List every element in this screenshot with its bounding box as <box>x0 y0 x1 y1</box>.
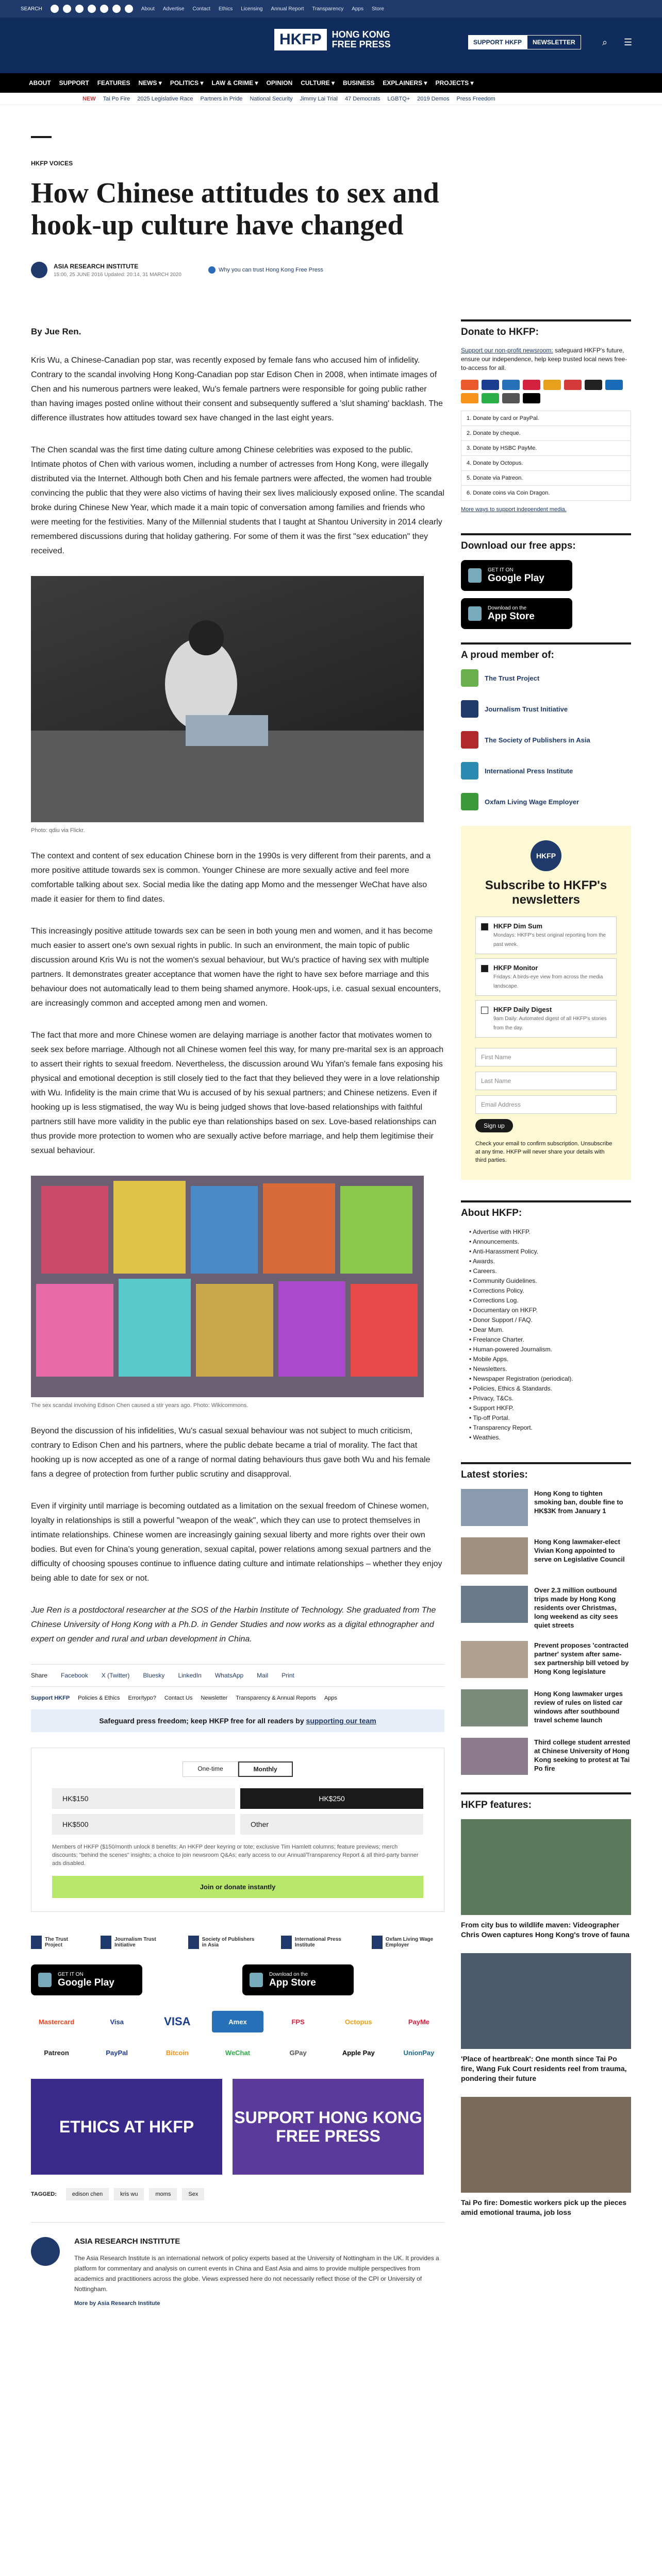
wechat-icon <box>482 393 499 403</box>
about-link[interactable]: • Tip-off Portal. <box>469 1413 631 1423</box>
member-perks: Members of HKFP ($150/month unlock 8 benefits: An HKFP deer keyring or tote; exclusive Tim Hamlett columns; feature previews; merch discounts; "behind the scenes" insights; a choice to join newsroom Q&As; early access to our Annual/Transparency Report & all third-party banner ads disabled. <box>52 1844 419 1867</box>
nav-law-crime[interactable]: LAW & CRIME ▾ <box>211 79 258 87</box>
newsletter-option-dim-sum[interactable]: HKFP Dim Sum Mondays: HKFP's best original reporting from the past week. <box>475 917 617 954</box>
share-bar <box>31 1664 444 1687</box>
donate-option[interactable]: 4. Donate by Octopus. <box>461 455 631 471</box>
support-hkfp-button[interactable]: SUPPORT HKFP <box>468 35 527 49</box>
author-bio: Jue Ren is a postdoctoral researcher at the SOS of the Harbin Institute of Technology. She graduated from The Chinese University of Hong Kong with a Ph.D. in Gender Studies and now works as a digital ethnographer and expert on gender and rural and urban development in China. <box>31 1606 436 1643</box>
about-link[interactable]: • Corrections Policy. <box>469 1286 631 1296</box>
site-logo[interactable]: HKFP HONG KONG FREE PRESS <box>274 29 391 50</box>
trending-link[interactable]: Tai Po Fire <box>103 95 130 102</box>
share-facebook[interactable]: Facebook <box>61 1672 88 1679</box>
amex-icon[interactable]: Amex <box>212 2011 263 2032</box>
one-time-tab[interactable]: One-time <box>183 1761 238 1777</box>
trending-bar <box>0 93 662 105</box>
latest-story[interactable]: Hong Kong to tighten smoking ban, double fine to HK$3K from January 1 <box>461 1489 631 1526</box>
about-links <box>461 1227 631 1443</box>
about-link[interactable]: • Support HKFP. <box>469 1403 631 1413</box>
trending-link[interactable]: National Security <box>250 95 293 102</box>
topbar-contact[interactable]: Contact <box>192 6 210 12</box>
feature-headline[interactable]: Tai Po fire: Domestic workers pick up the pieces amid emotional trauma, job loss <box>461 2198 627 2216</box>
amount-option[interactable]: Other <box>240 1814 423 1835</box>
avatar[interactable] <box>31 2237 60 2266</box>
menu-icon[interactable]: ☰ <box>624 37 633 47</box>
about-link[interactable]: • Documentary on HKFP. <box>469 1306 631 1315</box>
member-logos <box>461 669 631 810</box>
patreon-icon <box>585 380 602 390</box>
page-title: How Chinese attitudes to sex and hook-up culture have changed <box>31 177 439 241</box>
octopus-icon <box>543 380 561 390</box>
social-icons <box>51 5 133 13</box>
share-whatsapp[interactable]: WhatsApp <box>214 1672 244 1679</box>
newsletter-button[interactable]: NEWSLETTER <box>527 35 581 49</box>
story-thumbnail[interactable] <box>461 1738 528 1775</box>
trust-project-logo[interactable]: The Trust Project <box>31 1936 79 1949</box>
share-linkedin[interactable]: LinkedIn <box>178 1672 202 1679</box>
top-utility-bar <box>0 0 662 18</box>
amex-icon <box>502 380 520 390</box>
amount-option-selected[interactable]: HK$250 <box>240 1788 423 1809</box>
contact-link[interactable]: Contact Us <box>164 1695 193 1701</box>
payment-methods <box>31 2011 444 2063</box>
article-photo <box>31 1176 424 1397</box>
hkfp-logo: HKFP <box>531 840 561 871</box>
photo-caption: Photo: qdiu via Flickr. <box>31 827 85 834</box>
bitcoin-icon[interactable]: Bitcoin <box>166 2048 189 2057</box>
google-play-button[interactable]: GET IT ON Google Play <box>31 1964 142 1995</box>
story-thumbnail[interactable] <box>461 1641 528 1678</box>
topbar-licensing[interactable]: Licensing <box>241 6 263 12</box>
trust-icon <box>208 266 216 274</box>
trending-link[interactable]: Press Freedom <box>456 95 495 102</box>
newsletter-fine-print: Check your email to confirm subscription. Unsubscribe at any time. HKFP will never share your details with third parties. <box>475 1141 613 1163</box>
latest-story[interactable]: Prevent proposes 'contracted partner' system after same-sex partnership bill vetoed by Hong Kong legislature <box>461 1641 631 1678</box>
topbar-transparency[interactable]: Transparency <box>312 6 344 12</box>
sopa-logo[interactable]: Society of Publishers in Asia <box>188 1936 259 1949</box>
latest-story[interactable]: Third college student arrested at Chinese University of Hong Kong seeking to protest at Tai Po fire <box>461 1738 631 1775</box>
octopus-icon[interactable]: Octopus <box>344 2018 372 2026</box>
policies-link[interactable]: Policies & Ethics <box>78 1695 120 1701</box>
youtube-icon[interactable] <box>88 5 96 13</box>
ethics-promo[interactable]: ETHICS AT HKFP <box>31 2079 222 2175</box>
paragraph: Kris Wu, a Chinese-Canadian pop star, was recently exposed by female fans who accused him of infidelity. Contrary to the scandal involving Hong Kong-Canadian pop star Edison Chen in 2008, when intimate images of Chen and his numerous partners were leaked, Wu's female partners were responsible for going public rather than having images posted online without their consent and subsequently suffered a 'slut shaming' backlash. The difference illustrates how attitudes toward sex have changed in the last eight years. <box>31 356 443 422</box>
trending-link[interactable]: Partners in Pride <box>200 95 243 102</box>
feature-image[interactable] <box>461 2097 631 2193</box>
article-photo <box>31 576 424 822</box>
about-link[interactable]: • Freelance Charter. <box>469 1335 631 1345</box>
threads-icon[interactable] <box>100 5 108 13</box>
magazine-stand-illustration <box>31 1176 424 1397</box>
oxfam-logo[interactable]: Oxfam Living Wage Employer <box>372 1936 444 1949</box>
x-icon[interactable] <box>63 5 71 13</box>
about-link[interactable]: • Mobile Apps. <box>469 1354 631 1364</box>
about-link[interactable]: • Corrections Log. <box>469 1296 631 1306</box>
donate-options <box>461 411 631 501</box>
nonprofit-link[interactable]: Support our non-profit newsroom: <box>461 347 553 354</box>
apple-pay-icon <box>523 393 540 403</box>
checkbox-icon[interactable] <box>481 1007 488 1014</box>
google-play-button[interactable]: GET IT ON Google Play <box>461 560 572 591</box>
ipi-logo[interactable]: International Press Institute <box>281 1936 350 1949</box>
fps-icon[interactable]: FPS <box>291 2018 305 2026</box>
mastercard-icon <box>461 380 478 390</box>
member-logo[interactable]: The Society of Publishers in Asia <box>461 731 631 749</box>
about-link[interactable]: • Advertise with HKFP. <box>469 1227 631 1237</box>
nav-projects[interactable]: PROJECTS ▾ <box>435 79 474 87</box>
feature-image[interactable] <box>461 1953 631 2049</box>
gpay-icon[interactable]: GPay <box>289 2048 307 2057</box>
nav-features[interactable]: FEATURES <box>97 79 130 87</box>
rss-icon[interactable] <box>125 5 133 13</box>
about-link[interactable]: • Awards. <box>469 1257 631 1266</box>
author-name[interactable]: ASIA RESEARCH INSTITUTE <box>54 262 139 270</box>
about-link[interactable]: • Community Guidelines. <box>469 1276 631 1286</box>
nav-news[interactable]: NEWS ▾ <box>138 79 162 87</box>
error-link[interactable]: Error/typo? <box>128 1695 156 1701</box>
search-link[interactable]: SEARCH <box>21 6 42 12</box>
nav-explainers[interactable]: EXPLAINERS ▾ <box>383 79 427 87</box>
photo-caption: The sex scandal involving Edison Chen caused a stir years ago. Photo: Wikicommons. <box>31 1402 249 1409</box>
card-icons <box>461 380 631 403</box>
features-heading: HKFP features: <box>461 1792 631 1811</box>
more-by-author-link[interactable]: More by Asia Research Institute <box>74 2300 160 2307</box>
donate-option[interactable]: 6. Donate coins via Coin Dragon. <box>461 485 631 501</box>
member-logo[interactable]: International Press Institute <box>461 762 631 779</box>
member-logo[interactable]: Journalism Trust Initiative <box>461 700 631 718</box>
topbar-annual-report[interactable]: Annual Report <box>271 6 304 12</box>
app-download-row <box>31 1964 444 1995</box>
share-label: Share <box>31 1672 48 1679</box>
topbar-advertise[interactable]: Advertise <box>162 6 185 12</box>
tag[interactable]: Sex <box>182 2188 204 2200</box>
new-badge: NEW <box>82 95 96 102</box>
paragraph: This increasingly positive attitude towards sex can be seen in both young men and women, and it has become much easier to assert one's own sexual rights in public. In such an environment, the main topic of public discussion around Kris Wu is not the women's sexual behaviour, but Wu's practice of having sex with multiple partners. It demonstrates greater acceptance that women have the right to have sex before marriage and this behaviour does not automatically lead to them being shamed anymore. Hook-ups, i.e. casual sexual encounters, are increasingly common and accepted among men and women. <box>31 927 441 1008</box>
amount-option[interactable]: HK$500 <box>52 1814 235 1835</box>
paragraph: The context and content of sex education Chinese born in the 1990s is very different from their parents, and a more positive attitude towards sex is common. Younger Chinese are more sexually active and feel more comfortable talking about sex. Social media like the dating app Momo and the messenger WeChat have also made it easier for them to find dates. <box>31 852 431 904</box>
avatar[interactable] <box>31 262 47 278</box>
nav-politics[interactable]: POLITICS ▾ <box>170 79 204 87</box>
paragraph: The Chen scandal was the first time dating culture among Chinese celebrities was exposed to the public. Intimate photos of Chen with various women, including a number of actresses from Hong Kong, were illegally distributed via the Internet. Although both Chen and his female partners were affected, the women had trouble convincing the public that they were also victims of having their sex lives maliciously exposed online. The scandal broke during Chinese New Year, which made it a main topic of conversation among families and friends who were meeting for the festivities. Many of the Millennial students that I taught at Shantou University in 2014 clearly remembered discussions during that holiday gathering. For some of them it was the first "sex education" they received. <box>31 446 444 555</box>
frequency-toggle <box>52 1761 423 1777</box>
lede: By Jue Ren. <box>31 327 81 336</box>
article <box>31 136 444 2308</box>
first-name-field[interactable]: First Name <box>475 1048 617 1066</box>
instagram-icon[interactable] <box>75 5 84 13</box>
nav-support[interactable]: SUPPORT <box>59 79 89 87</box>
trending-link[interactable]: 2025 Legislative Race <box>137 95 193 102</box>
app-store-button[interactable]: Download on the App Store <box>242 1964 354 1995</box>
payme-icon[interactable]: PayMe <box>408 2018 430 2026</box>
trending-link[interactable]: LGBTQ+ <box>387 95 410 102</box>
features-section <box>461 1792 631 2217</box>
email-field[interactable]: Email Address <box>475 1095 617 1114</box>
author-box <box>31 2222 444 2308</box>
fps-icon <box>523 380 540 390</box>
latest-story[interactable]: Hong Kong lawmaker urges review of rules on listed car windows after southbound travel scheme launch <box>461 1689 631 1726</box>
last-name-field[interactable]: Last Name <box>475 1072 617 1090</box>
donate-option[interactable]: 3. Donate by HSBC PayMe. <box>461 440 631 456</box>
tag-list <box>31 2188 444 2200</box>
story-thumbnail[interactable] <box>461 1689 528 1726</box>
search-icon[interactable]: ⌕ <box>602 37 608 47</box>
about-link[interactable]: • Careers. <box>469 1266 631 1276</box>
topbar-store[interactable]: Store <box>372 6 384 12</box>
about-link[interactable]: • Human-powered Journalism. <box>469 1345 631 1354</box>
newsletter-link[interactable]: Newsletter <box>201 1695 228 1701</box>
member-logo[interactable]: The Trust Project <box>461 669 631 687</box>
photo-illustration <box>31 576 424 822</box>
paypal-icon <box>605 380 623 390</box>
donate-option[interactable]: 5. Donate via Patreon. <box>461 470 631 486</box>
sign-up-button[interactable]: Sign up <box>475 1119 513 1132</box>
patreon-icon[interactable]: Patreon <box>44 2048 69 2057</box>
bitcoin-icon <box>461 393 478 403</box>
visa-icon[interactable]: VISA <box>164 2015 191 2028</box>
about-link[interactable]: • Transparency Report. <box>469 1423 631 1433</box>
section-kicker[interactable]: HKFP VOICES <box>31 160 73 167</box>
share-bluesky[interactable]: Bluesky <box>143 1672 165 1679</box>
donate-text: Support our non-profit newsroom: safeguard HKFP's future, ensure our independence, help keep trusted local news free-to-access for all. <box>461 347 627 371</box>
donate-option[interactable]: 1. Donate by card or PayPal. <box>461 411 631 426</box>
promo-banners <box>31 2079 444 2175</box>
feature-headline[interactable]: From city bus to wildlife maven: Videographer Chris Owen captures Hong Kong's trove of fauna <box>461 1921 630 1939</box>
trending-link[interactable]: Jimmy Lai Trial <box>300 95 338 102</box>
about-link[interactable]: • Newsletters. <box>469 1364 631 1374</box>
author-box-name[interactable]: ASIA RESEARCH INSTITUTE <box>74 2237 180 2246</box>
transparency-link[interactable]: Transparency & Annual Reports <box>236 1695 316 1701</box>
unionpay-icon[interactable]: UnionPay <box>403 2048 435 2057</box>
tag[interactable]: moms <box>149 2188 177 2200</box>
tag[interactable]: edison chen <box>66 2188 109 2200</box>
publish-dates: 15:00, 25 JUNE 2016 Updated: 20:14, 31 MARCH 2020 <box>54 272 181 278</box>
more-ways-link[interactable]: More ways to support independent media. <box>461 506 567 513</box>
about-link[interactable]: • Dear Mum. <box>469 1325 631 1335</box>
members-heading: A proud member of: <box>461 642 631 661</box>
feature-image[interactable] <box>461 1819 631 1915</box>
sidebar <box>461 319 631 2231</box>
about-link[interactable]: • Announcements. <box>469 1237 631 1247</box>
story-thumbnail[interactable] <box>461 1489 528 1526</box>
monthly-tab[interactable]: Monthly <box>238 1761 293 1777</box>
newsletter-option-daily[interactable]: HKFP Daily Digest 9am Daily: Automated digest of all HKFP's stories from the day. <box>475 1000 617 1038</box>
newsletter-signup <box>461 826 631 1180</box>
jti-logo[interactable]: Journalism Trust Initiative <box>101 1936 167 1949</box>
payme-icon <box>564 380 582 390</box>
divider <box>31 136 52 138</box>
share-mail[interactable]: Mail <box>257 1672 269 1679</box>
paypal-icon[interactable]: PayPal <box>106 2048 128 2057</box>
linkedin-icon[interactable] <box>112 5 121 13</box>
latest-heading: Latest stories: <box>461 1462 631 1481</box>
trending-link[interactable]: 47 Democrats <box>344 95 380 102</box>
apple-pay-icon[interactable]: Apple Pay <box>342 2048 375 2057</box>
story-thumbnail[interactable] <box>461 1586 528 1623</box>
nav-opinion[interactable]: OPINION <box>266 79 293 87</box>
about-link[interactable]: • Privacy, T&Cs. <box>469 1394 631 1403</box>
main-nav <box>0 73 662 93</box>
apps-link[interactable]: Apps <box>324 1695 337 1701</box>
member-logo[interactable]: Oxfam Living Wage Employer <box>461 793 631 810</box>
mastercard-icon[interactable]: Mastercard <box>38 2018 75 2026</box>
support-promo[interactable]: SUPPORT HONG KONG FREE PRESS <box>233 2079 424 2175</box>
tag[interactable]: kris wu <box>114 2188 144 2200</box>
visa-icon <box>482 380 499 390</box>
facebook-icon[interactable] <box>51 5 59 13</box>
amount-options <box>52 1788 423 1835</box>
donate-option[interactable]: 2. Donate by cheque. <box>461 426 631 441</box>
topbar-apps[interactable]: Apps <box>352 6 363 12</box>
gpay-icon <box>502 393 520 403</box>
checkbox-icon[interactable] <box>481 965 488 972</box>
trust-link[interactable]: Why you can trust Hong Kong Free Press <box>208 266 323 274</box>
paragraph: Even if virginity until marriage is becoming outdated as a limitation on the sexual freedom of Chinese women, loyalty in relationships is still a powerful "weapon of the weak", which they can use to protect themselves in intimate relationships. Chinese women are increasingly gaining sexual liberty and more rights over their own bodies. But even for China's young generation, sexual capital, power relations among sexual partners and the difficulty of choosing spouses continue to influence dating culture and intimate relationships – whether they enjoy being able to date for sex or not. <box>31 1502 442 1583</box>
tags-label: TAGGED: <box>31 2191 57 2197</box>
share-x[interactable]: X (Twitter) <box>101 1672 130 1679</box>
donate-heading: Donate to HKFP: <box>461 319 631 338</box>
wechat-icon[interactable]: WeChat <box>225 2048 251 2057</box>
support-links <box>31 1695 444 1701</box>
nav-culture[interactable]: CULTURE ▾ <box>301 79 335 87</box>
support-team-link[interactable]: supporting our team <box>306 1717 376 1725</box>
join-donate-button[interactable]: Join or donate instantly <box>52 1876 423 1898</box>
apps-heading: Download our free apps: <box>461 533 631 552</box>
paragraph: The fact that more and more Chinese women are delaying marriage is another factor that motivates women to seek sex before marriage. Although not all Chinese women feel this way, for many pre-marital sex is an approach to assert their rights to sexual freedom. Nevertheless, the discussion around Wu Yifan's female fans exposing his physical and emotional deception is still closely tied to the fact that they believed they were in a love relationship with Wu. Infidelity is the main crime that Wu is accused of by his sexual partners; and Chinese netizens. Even if hooking up is less stigmatised, the way Wu is being judged shows that love-based relationships with faithful partners still have more validity in the public eye than relationships based on sex. Love-based relationships can thus provide more protection to women who are sexually active before marriage, and help them legitimise their sexual behaviour. <box>31 1031 444 1155</box>
about-link[interactable]: • Donor Support / FAQ. <box>469 1315 631 1325</box>
topbar-ethics[interactable]: Ethics <box>218 6 233 12</box>
paragraph: Beyond the discussion of his infidelities, Wu's casual sexual behaviour was not subject to much criticism, contrary to Edison Chen and his partners, where the public debate became a trial of morality. The fact that hooking up is now accepted as one of a range of normal dating behaviours thus gave both Wu and his female fans a degree of protection from further public scrutiny and disapproval. <box>31 1427 431 1479</box>
visa-card-icon[interactable]: Visa <box>110 2018 124 2026</box>
latest-story[interactable]: Over 2.3 million outbound trips made by Hong Kong residents over Christmas, long weekend as city sees quiet streets <box>461 1586 631 1630</box>
newsletter-title: Subscribe to HKFP's newsletters <box>485 878 607 907</box>
newsletter-option-monitor[interactable]: HKFP Monitor Fridays: A birds-eye view from across the media landscape. <box>475 958 617 996</box>
about-link[interactable]: • Anti-Harassment Policy. <box>469 1247 631 1257</box>
topbar-about[interactable]: About <box>141 6 155 12</box>
latest-story[interactable]: Hong Kong lawmaker-elect Vivian Kong appointed to serve on Legislative Council <box>461 1537 631 1574</box>
story-thumbnail[interactable] <box>461 1537 528 1574</box>
app-store-button[interactable]: Download on the App Store <box>461 598 572 629</box>
nav-business[interactable]: BUSINESS <box>343 79 375 87</box>
author-box-bio: The Asia Research Institute is an international network of policy experts based at the University of Nottingham in the UK. It provides a platform for commentary and analysis on current events in China and East Asia and aims to provide multiple perspectives from academics and practitioners across the globe. Views expressed here do not necessarily reflect those of the CPI or University of Nottingham. <box>74 2255 439 2293</box>
about-link[interactable]: • Newspaper Registration (periodical). <box>469 1374 631 1384</box>
donate-widget <box>31 1748 444 1912</box>
support-link[interactable]: Support HKFP <box>31 1695 70 1701</box>
feature-headline[interactable]: 'Place of heartbreak': One month since Tai Po fire, Wang Fuk Court residents reel from trauma, pondering their future <box>461 2055 627 2082</box>
checkbox-icon[interactable] <box>481 923 488 930</box>
share-print[interactable]: Print <box>282 1672 294 1679</box>
byline <box>31 262 444 278</box>
nav-about[interactable]: ABOUT <box>29 79 51 87</box>
about-link[interactable]: • Policies, Ethics & Standards. <box>469 1384 631 1394</box>
about-link[interactable]: • Weathies. <box>469 1433 631 1443</box>
about-heading: About HKFP: <box>461 1200 631 1219</box>
membership-logos <box>31 1936 444 1949</box>
site-header <box>0 18 662 73</box>
trending-link[interactable]: 2019 Demos <box>417 95 450 102</box>
amount-option[interactable]: HK$150 <box>52 1788 235 1809</box>
safeguard-banner: Safeguard press freedom; keep HKFP free for all readers by supporting our team <box>31 1709 444 1732</box>
